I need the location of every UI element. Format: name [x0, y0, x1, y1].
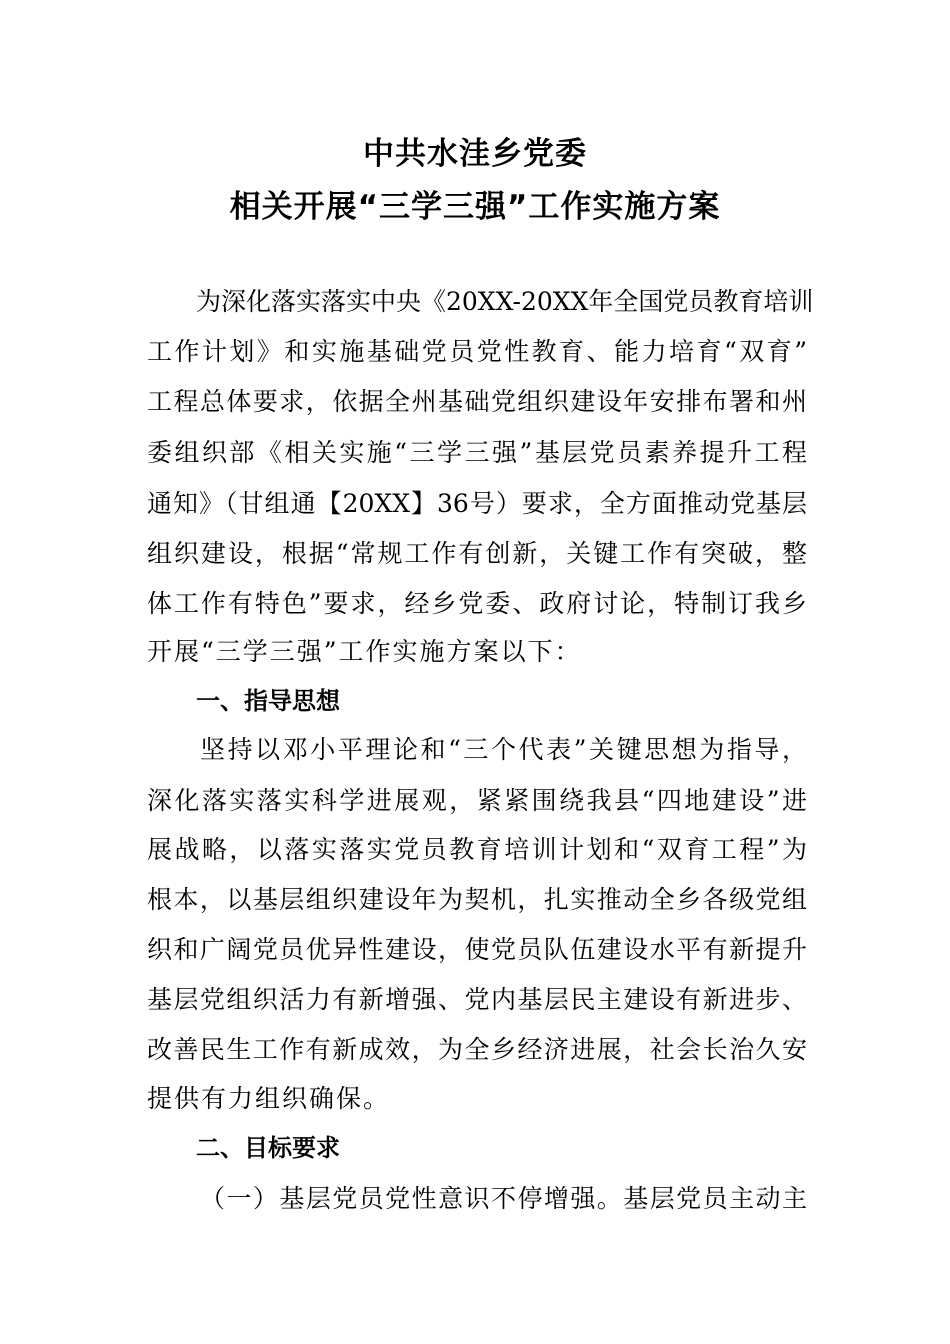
intro-line: 工作计划》和实施基础党员党性教育、能力培育“双育” [147, 337, 807, 366]
intro-line: 组织建设，根据“常规工作有创新，关键工作有突破，整 [147, 539, 807, 568]
section-1-line: 基层党组织活力有新增强、党内基层民主建设有新进步、 [147, 985, 807, 1014]
section-heading-guiding-ideology: 一、指导思想 [196, 687, 340, 715]
section-1-line: 织和广阔党员优异性建设，使党员队伍建设水平有新提升 [147, 935, 807, 964]
section-1-line: 展战略，以落实落实党员教育培训计划和“双育工程”为 [147, 835, 807, 864]
intro-line: 通知》（甘组通【20XX】36号）要求，全方面推动党基层 [147, 489, 807, 518]
intro-line: 体工作有特色”要求，经乡党委、政府讨论，特制订我乡 [147, 589, 807, 618]
section-1-line: 改善民生工作有新成效，为全乡经济进展，社会长治久安 [147, 1035, 807, 1064]
intro-line: 委组织部《相关实施“三学三强”基层党员素养提升工程 [147, 438, 807, 467]
section-1-line: 根本，以基层组织建设年为契机，扎实推动全乡各级党组 [147, 885, 807, 914]
section-1-line: 深化落实落实科学进展观，紧紧围绕我县“四地建设”进 [147, 786, 807, 815]
document-title-line-2: 相关开展“三学三强”工作实施方案 [229, 189, 721, 225]
section-1-line: 提供有力组织确保。 [147, 1084, 391, 1113]
intro-line: 工程总体要求，依据全州基础党组织建设年安排布署和州 [147, 387, 807, 416]
section-1-line: 坚持以邓小平理论和“三个代表”关键思想为指导， [200, 735, 807, 764]
intro-line: 开展“三学三强”工作实施方案以下： [147, 637, 582, 666]
document-title-line-1: 中共水洼乡党委 [363, 136, 587, 172]
section-heading-goals: 二、目标要求 [196, 1134, 340, 1162]
intro-line: 为深化落实落实中央《20XX-20XX年全国党员教育培训 [196, 287, 814, 316]
section-2-line: （一）基层党员党性意识不停增强。基层党员主动主 [200, 1184, 807, 1213]
